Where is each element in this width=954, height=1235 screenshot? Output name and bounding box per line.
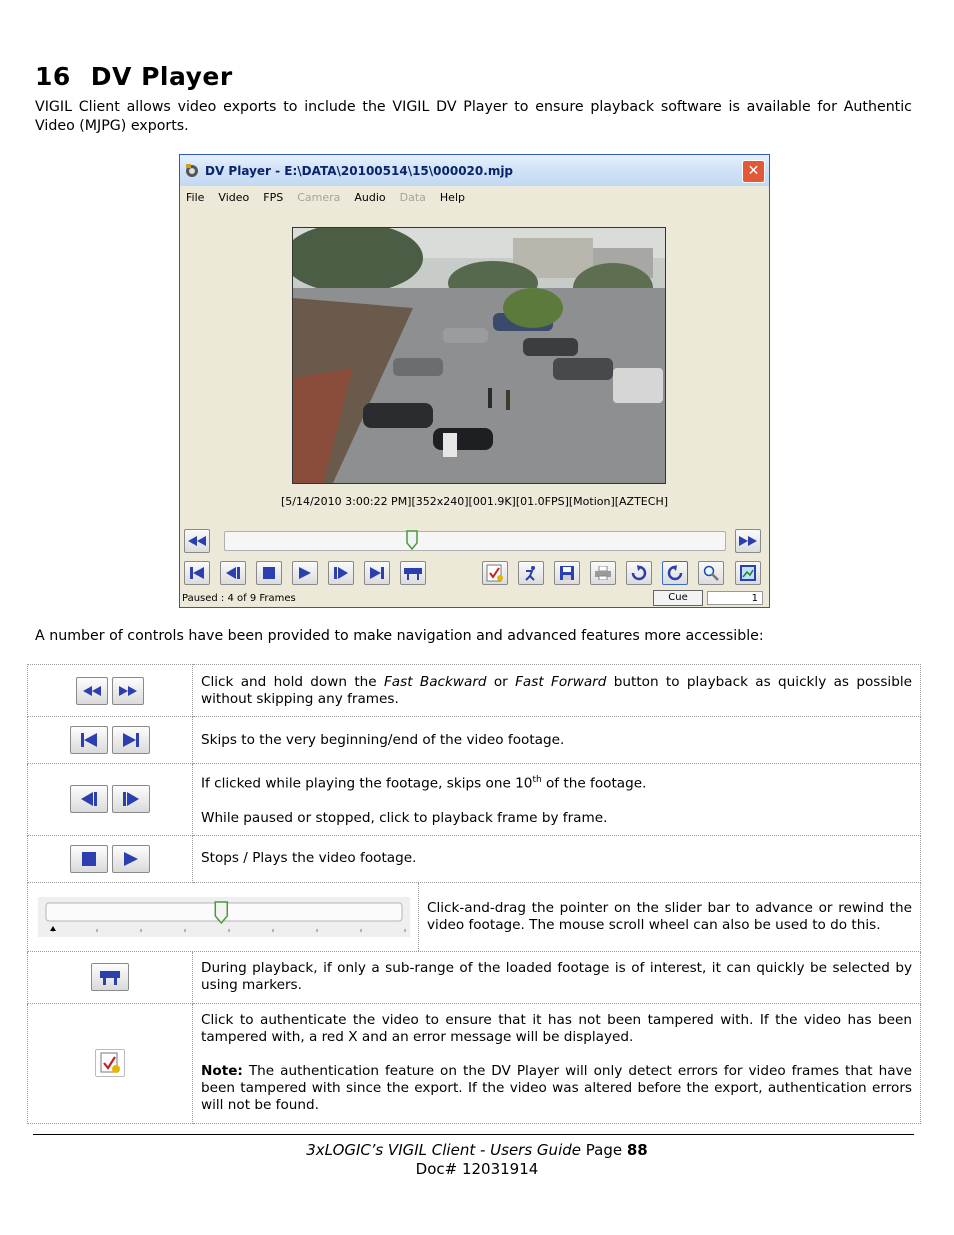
fast-forward-button[interactable] bbox=[735, 529, 761, 553]
save-button[interactable] bbox=[554, 561, 580, 585]
menu-item-help[interactable]: Help bbox=[439, 190, 465, 204]
authenticate-icon bbox=[486, 564, 504, 582]
motion-button[interactable] bbox=[518, 561, 544, 585]
note-label: Note: bbox=[201, 1063, 243, 1080]
section-heading bbox=[35, 62, 233, 91]
stop-play-cell bbox=[28, 835, 193, 882]
step-buttons-description bbox=[193, 764, 921, 836]
step-back-button bbox=[70, 785, 108, 813]
picture-icon bbox=[740, 565, 756, 581]
menu-item-camera: Camera bbox=[297, 190, 341, 204]
authenticate-button bbox=[95, 1049, 125, 1077]
seek-slider[interactable] bbox=[224, 531, 726, 551]
slider-illustration bbox=[38, 897, 410, 937]
table-row bbox=[28, 717, 921, 764]
status-bar bbox=[180, 589, 769, 607]
play-icon bbox=[299, 567, 311, 579]
table-row bbox=[28, 764, 921, 836]
menu-item-video[interactable]: Video bbox=[218, 190, 250, 204]
skip-end-button bbox=[112, 726, 150, 754]
play-button[interactable] bbox=[292, 561, 318, 585]
authenticate-description bbox=[193, 1003, 921, 1123]
play-icon bbox=[124, 852, 138, 866]
controls-intro: A number of controls have been provided to make navigation and advanced features more accessible: bbox=[35, 628, 764, 644]
authenticate-cell bbox=[28, 1003, 193, 1123]
print-button[interactable] bbox=[590, 561, 616, 585]
rotate-right-button[interactable] bbox=[626, 561, 652, 585]
section-number: 16 bbox=[35, 62, 71, 91]
video-overlay-info: [5/14/2010 3:00:22 PM][352x240][001.9K][01.0FPS][Motion][AZTECH] bbox=[280, 495, 669, 508]
skip-start-icon bbox=[81, 733, 97, 747]
section-title: DV Player bbox=[90, 62, 233, 91]
authenticate-icon bbox=[99, 1052, 121, 1074]
markers-icon bbox=[404, 566, 422, 580]
markers-description: During playback, if only a sub-range of the loaded footage is of interest, it can quickly be selected by using markers. bbox=[193, 951, 921, 1003]
printer-icon bbox=[595, 566, 611, 580]
fast-backward-icon bbox=[83, 686, 101, 696]
markers-icon bbox=[100, 969, 120, 985]
cue-button[interactable]: Cue bbox=[653, 590, 703, 606]
rotate-left-button[interactable] bbox=[662, 561, 688, 585]
authenticate-button[interactable] bbox=[482, 561, 508, 585]
footer-doc-number: Doc# 12031914 bbox=[415, 1160, 539, 1178]
fast-forward-icon bbox=[739, 536, 757, 546]
stop-button bbox=[70, 845, 108, 873]
skip-start-button bbox=[70, 726, 108, 754]
step-description-line1 bbox=[201, 772, 912, 793]
table-row bbox=[28, 882, 921, 951]
description-text: or bbox=[486, 673, 516, 690]
fast-backward-term: Fast Backward bbox=[383, 673, 487, 690]
step-forward-button[interactable] bbox=[328, 561, 354, 585]
markers-button[interactable] bbox=[400, 561, 426, 585]
table-row bbox=[28, 835, 921, 882]
slider-graphic bbox=[38, 897, 410, 937]
step-description-line2: While paused or stopped, click to playback frame by frame. bbox=[201, 809, 608, 826]
fast-forward-term: Fast Forward bbox=[515, 673, 607, 690]
window-titlebar bbox=[180, 155, 769, 186]
step-back-icon bbox=[226, 567, 240, 579]
skip-end-button[interactable] bbox=[364, 561, 390, 585]
menu-item-fps[interactable]: FPS bbox=[263, 190, 284, 204]
page-number: 88 bbox=[626, 1141, 648, 1159]
markers-cell bbox=[28, 951, 193, 1003]
description-text: button to playback as quickly as possible without skipping any frames. bbox=[201, 673, 912, 707]
toolbar-row bbox=[184, 561, 765, 587]
step-buttons-cell bbox=[28, 764, 193, 836]
play-button bbox=[112, 845, 150, 873]
step-back-button[interactable] bbox=[220, 561, 246, 585]
window-title: DV Player - E:\DATA\20100514\15\000020.mjp bbox=[205, 163, 514, 178]
table-row bbox=[28, 665, 921, 717]
table-row bbox=[28, 951, 921, 1003]
status-text: Paused : 4 of 9 Frames bbox=[182, 592, 296, 604]
intro-paragraph: VIGIL Client allows video exports to include the VIGIL DV Player to ensure playback software is available for Authentic Video (MJPG) exports. bbox=[35, 99, 912, 134]
parking-lot-image bbox=[293, 228, 665, 483]
superscript: th bbox=[532, 775, 542, 785]
step-forward-icon bbox=[123, 792, 139, 806]
step-back-icon bbox=[81, 792, 97, 806]
authenticate-paragraph: Click to authenticate the video to ensure that it has not been tampered with. If the video has been tampered with, a red X and an error message will be displayed. bbox=[201, 1012, 912, 1046]
dv-player-screenshot bbox=[179, 154, 770, 608]
skip-start-button[interactable] bbox=[184, 561, 210, 585]
running-man-icon bbox=[523, 565, 539, 581]
step-forward-button bbox=[112, 785, 150, 813]
dv-player-app-icon bbox=[184, 163, 200, 179]
skip-end-icon bbox=[123, 733, 139, 747]
markers-button bbox=[91, 963, 129, 991]
skip-end-icon bbox=[370, 567, 384, 579]
frame-number-field[interactable]: 1 bbox=[707, 591, 763, 605]
note-text: The authentication feature on the DV Player will only detect errors for video frames that have been tampered with since the export. If the video was altered before the export, authentication errors will not be found. bbox=[201, 1063, 912, 1114]
zoom-button[interactable] bbox=[698, 561, 724, 585]
fast-backward-button bbox=[76, 677, 108, 705]
menu-item-data: Data bbox=[399, 190, 426, 204]
description-text: Click and hold down the bbox=[201, 673, 384, 690]
menu-item-audio[interactable]: Audio bbox=[354, 190, 386, 204]
step-forward-icon bbox=[334, 567, 348, 579]
description-text: of the footage. bbox=[541, 775, 647, 792]
skip-buttons-description: Skips to the very beginning/end of the video footage. bbox=[193, 717, 921, 764]
fast-backward-button[interactable] bbox=[184, 529, 210, 553]
slider-row-cell bbox=[28, 882, 921, 951]
footer-divider bbox=[33, 1134, 914, 1135]
fast-buttons-cell bbox=[28, 665, 193, 717]
skip-buttons-cell bbox=[28, 717, 193, 764]
fast-forward-button bbox=[112, 677, 144, 705]
video-viewport bbox=[184, 210, 765, 520]
controls-table bbox=[27, 664, 921, 1124]
seek-row bbox=[184, 528, 765, 554]
footer-page-label: Page bbox=[580, 1141, 627, 1159]
window-menubar bbox=[180, 186, 769, 208]
slider-description: Click-and-drag the pointer on the slider bar to advance or rewind the video footage. The mouse scroll wheel can also be used to do this. bbox=[427, 899, 912, 933]
authenticate-note bbox=[201, 1063, 912, 1114]
slider-row bbox=[28, 883, 920, 951]
seek-slider-thumb[interactable] bbox=[406, 530, 418, 550]
fast-buttons-description bbox=[193, 665, 921, 717]
rotate-clockwise-icon bbox=[631, 565, 647, 581]
footer-title-line bbox=[0, 1141, 954, 1159]
rotate-counterclockwise-icon bbox=[667, 565, 683, 581]
fast-forward-icon bbox=[119, 686, 137, 696]
close-icon[interactable]: ✕ bbox=[742, 160, 765, 183]
snapshot-button[interactable] bbox=[735, 561, 761, 585]
floppy-disk-icon bbox=[560, 566, 574, 580]
skip-start-icon bbox=[190, 567, 204, 579]
magnifier-icon bbox=[703, 565, 719, 581]
stop-button[interactable] bbox=[256, 561, 282, 585]
footer-guide-title: 3xLOGIC’s VIGIL Client - Users Guide bbox=[306, 1141, 581, 1159]
menu-item-file[interactable]: File bbox=[186, 190, 205, 204]
slider-illustration-cell bbox=[28, 883, 419, 951]
fast-backward-icon bbox=[188, 536, 206, 546]
video-frame bbox=[292, 227, 666, 484]
table-row bbox=[28, 1003, 921, 1123]
description-text: If clicked while playing the footage, skips one 10 bbox=[201, 775, 533, 792]
stop-icon bbox=[82, 852, 96, 866]
stop-icon bbox=[263, 567, 275, 579]
stop-play-description: Stops / Plays the video footage. bbox=[193, 835, 921, 882]
